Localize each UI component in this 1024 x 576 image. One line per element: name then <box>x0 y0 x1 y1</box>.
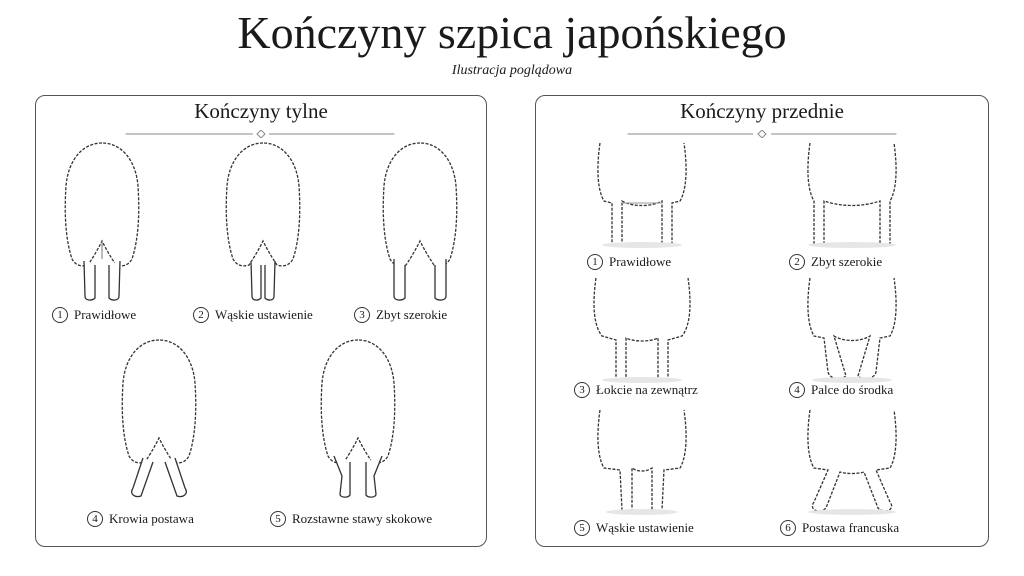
front-figure-elbows-out-icon <box>592 276 692 384</box>
caption-label: Palce do środka <box>811 382 894 397</box>
number-badge: 2 <box>789 254 805 270</box>
number-badge: 4 <box>87 511 103 527</box>
number-badge: 3 <box>354 307 370 323</box>
heading-divider-icon <box>36 130 486 138</box>
front-figure-too-wide-icon <box>802 141 902 249</box>
number-badge: 1 <box>52 307 68 323</box>
rear-limbs-heading: Kończyny tylne <box>194 99 328 123</box>
heading-divider-icon <box>536 130 988 138</box>
rear-limbs-panel <box>35 95 487 547</box>
rear-caption-4 <box>87 511 194 527</box>
caption-label: Prawidłowe <box>609 254 672 269</box>
caption-label: Zbyt szerokie <box>376 307 448 322</box>
page-title: Kończyny szpica japońskiego <box>237 7 787 58</box>
caption-label: Wąskie ustawienie <box>596 520 694 535</box>
rear-figure-open-hocks-icon <box>308 338 408 500</box>
rear-caption-2 <box>193 307 313 323</box>
page-subtitle: Ilustracja poglądowa <box>451 63 573 78</box>
number-badge: 5 <box>574 520 590 536</box>
caption-label: Łokcie na zewnątrz <box>596 382 698 397</box>
rear-figure-correct-icon <box>62 141 142 303</box>
front-caption-2 <box>789 254 882 270</box>
rear-figure-narrow-icon <box>223 141 303 303</box>
front-figure-correct-icon <box>592 141 692 249</box>
caption-label: Zbyt szerokie <box>811 254 883 269</box>
front-limbs-heading: Kończyny przednie <box>680 99 844 123</box>
front-limbs-panel <box>535 95 989 547</box>
front-figure-toes-in-icon <box>802 276 902 384</box>
front-caption-3 <box>574 382 698 398</box>
number-badge: 4 <box>789 382 805 398</box>
number-badge: 3 <box>574 382 590 398</box>
front-caption-4 <box>789 382 893 398</box>
caption-label: Rozstawne stawy skokowe <box>292 511 433 526</box>
front-figure-narrow-icon <box>592 408 692 516</box>
number-badge: 5 <box>270 511 286 527</box>
front-caption-5 <box>574 520 694 536</box>
caption-label: Krowia postawa <box>109 511 194 526</box>
front-caption-6 <box>780 520 899 536</box>
caption-label: Postawa francuska <box>802 520 900 535</box>
caption-label: Prawidłowe <box>74 307 137 322</box>
front-caption-1 <box>587 254 671 270</box>
rear-figure-cow-hocked-icon <box>109 338 209 500</box>
number-badge: 1 <box>587 254 603 270</box>
rear-caption-5 <box>270 511 432 527</box>
number-badge: 2 <box>193 307 209 323</box>
front-figure-french-stance-icon <box>802 408 902 516</box>
number-badge: 6 <box>780 520 796 536</box>
rear-caption-1 <box>52 307 136 323</box>
rear-caption-3 <box>354 307 447 323</box>
caption-label: Wąskie ustawienie <box>215 307 313 322</box>
rear-figure-too-wide-icon <box>380 141 460 303</box>
